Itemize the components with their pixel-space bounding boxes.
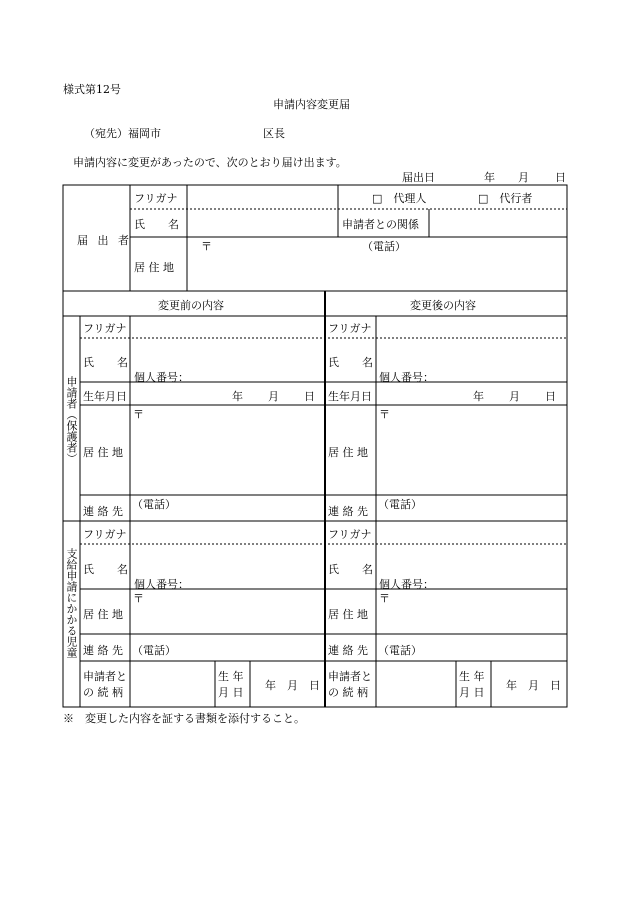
applicant-after-day: 日 bbox=[545, 390, 556, 403]
submission-date-month: 月 bbox=[518, 171, 529, 184]
child-before-year: 年 bbox=[265, 679, 276, 692]
applicant-before-name-label: 氏 名 bbox=[83, 356, 134, 369]
addressee-prefix: （宛先）福岡市 bbox=[84, 127, 161, 140]
applicant-after-year: 年 bbox=[473, 390, 484, 403]
child-before-relation-label-1: 申請者と bbox=[83, 670, 127, 683]
notifier-relation-label: 申請者との関係 bbox=[342, 218, 419, 231]
form-title: 申請内容変更届 bbox=[273, 98, 350, 111]
applicant-after-birthdate-label: 生年月日 bbox=[328, 390, 372, 403]
applicant-before-month: 月 bbox=[268, 390, 279, 403]
child-after-id-label: 個人番号： bbox=[379, 578, 434, 591]
notifier-section-label: 届 出 者 bbox=[77, 234, 132, 247]
child-after-phone-label: （電話） bbox=[378, 644, 422, 657]
submission-date-year: 年 bbox=[484, 171, 495, 184]
submission-date-day: 日 bbox=[555, 171, 566, 184]
child-after-year: 年 bbox=[506, 679, 517, 692]
applicant-before-contact-label: 連 絡 先 bbox=[83, 505, 123, 518]
child-after-address-label: 居 住 地 bbox=[328, 608, 368, 621]
applicant-before-address-label: 居 住 地 bbox=[83, 446, 123, 459]
submission-date-label: 届出日 bbox=[402, 171, 435, 184]
applicant-before-phone-label: （電話） bbox=[132, 498, 176, 511]
form-number: 様式第12号 bbox=[63, 83, 121, 96]
applicant-before-birthdate-label: 生年月日 bbox=[83, 390, 127, 403]
child-before-birth-label-1: 生 年 bbox=[218, 670, 244, 683]
child-after-furigana-label: フリガナ bbox=[328, 528, 372, 541]
child-before-address-label: 居 住 地 bbox=[83, 608, 123, 621]
applicant-after-postal-mark: 〒 bbox=[379, 408, 390, 421]
applicant-section-label: 申請者（保護者） bbox=[65, 376, 78, 464]
child-before-relation-label-2: の 続 柄 bbox=[83, 686, 123, 699]
child-after-day: 日 bbox=[550, 679, 561, 692]
child-after-relation-label-2: の 続 柄 bbox=[328, 686, 368, 699]
notifier-phone-label: （電話） bbox=[362, 240, 406, 253]
applicant-after-name-label: 氏 名 bbox=[328, 356, 379, 369]
notifier-postal-mark: 〒 bbox=[201, 240, 212, 253]
applicant-before-postal-mark: 〒 bbox=[133, 408, 144, 421]
applicant-after-phone-label: （電話） bbox=[378, 498, 422, 511]
child-before-postal-mark: 〒 bbox=[133, 592, 144, 605]
applicant-after-address-label: 居 住 地 bbox=[328, 446, 368, 459]
child-before-day: 日 bbox=[309, 679, 320, 692]
notifier-address-label: 居 住 地 bbox=[134, 261, 174, 274]
applicant-after-contact-label: 連 絡 先 bbox=[328, 505, 368, 518]
applicant-before-furigana-label: フリガナ bbox=[83, 322, 127, 335]
child-after-contact-label: 連 絡 先 bbox=[328, 644, 368, 657]
addressee-suffix: 区長 bbox=[263, 127, 285, 140]
footnote: ※ 変更した内容を証する書類を添付すること。 bbox=[63, 712, 305, 725]
applicant-before-day: 日 bbox=[304, 390, 315, 403]
notifier-furigana-label: フリガナ bbox=[134, 192, 178, 205]
column-after-header: 変更後の内容 bbox=[410, 299, 476, 312]
child-before-phone-label: （電話） bbox=[132, 644, 176, 657]
child-before-name-label: 氏 名 bbox=[83, 563, 134, 576]
child-after-month: 月 bbox=[528, 679, 539, 692]
child-after-relation-label-1: 申請者と bbox=[328, 670, 372, 683]
column-before-header: 変更前の内容 bbox=[158, 299, 224, 312]
applicant-after-month: 月 bbox=[509, 390, 520, 403]
applicant-after-furigana-label: フリガナ bbox=[328, 322, 372, 335]
child-after-name-label: 氏 名 bbox=[328, 563, 379, 576]
applicant-before-year: 年 bbox=[232, 390, 243, 403]
child-before-id-label: 個人番号： bbox=[134, 578, 189, 591]
applicant-before-id-label: 個人番号： bbox=[134, 371, 189, 384]
child-before-birth-label-2: 月 日 bbox=[218, 686, 244, 699]
applicant-after-id-label: 個人番号： bbox=[379, 371, 434, 384]
child-before-contact-label: 連 絡 先 bbox=[83, 644, 123, 657]
notifier-name-label: 氏 名 bbox=[134, 218, 185, 231]
child-after-birth-label-1: 生 年 bbox=[459, 670, 485, 683]
notifier-agent-option[interactable]: □ 代理人 bbox=[372, 192, 427, 205]
child-after-postal-mark: 〒 bbox=[379, 592, 390, 605]
child-after-birth-label-2: 月 日 bbox=[459, 686, 485, 699]
child-before-furigana-label: フリガナ bbox=[83, 528, 127, 541]
child-section-label: 支給申請にかかる児童 bbox=[65, 548, 78, 658]
intro-text: 申請内容に変更があったので、次のとおり届け出ます。 bbox=[73, 156, 347, 169]
notifier-proxy-option[interactable]: □ 代行者 bbox=[478, 192, 533, 205]
child-before-month: 月 bbox=[287, 679, 298, 692]
